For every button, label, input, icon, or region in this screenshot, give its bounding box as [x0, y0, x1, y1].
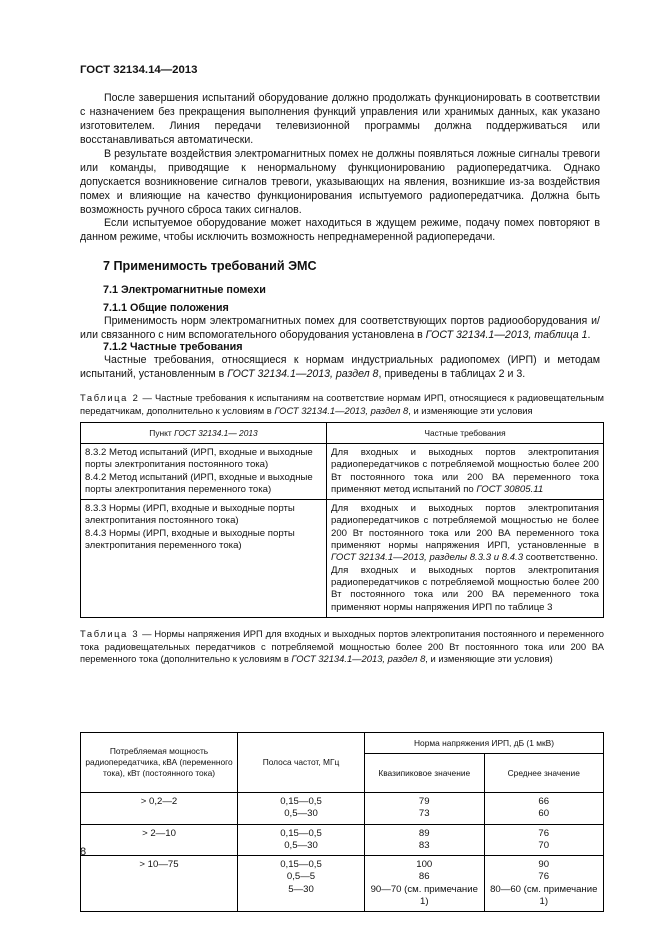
table-cell-quasipeak: 79 73	[365, 793, 485, 825]
table-cell-power: > 0,2—2	[81, 793, 238, 825]
paragraph-after-tests: После завершения испытаний оборудование должно продолжать функционировать в соответствии с назначением без прекращения выполнения функций управления или хранимых данных, как указано изготовителем. Линия передачи телевизионной программы должна поддерживаться или восстанавливаться автоматически.	[80, 92, 600, 146]
section-7-1-1-text: Применимость норм электромагнитных помех для соответствующих портов радиооборудования и/или связанного с ним вспомогательного оборудования установлена в ГОСТ 32134.1—2013, таблица 1.	[80, 315, 600, 341]
paragraph-standby-mode: Если испытуемое оборудование может находиться в ждущем режиме, подачу помех повторяют в данном режиме, чтобы исключить возможность непреднамеренной радиопередачи.	[80, 217, 600, 243]
table-3-col-average: Среднее значение	[484, 754, 604, 793]
reference-gost-table-1: ГОСТ 32134.1—2013, таблица 1	[425, 328, 588, 341]
section-7-1-2-text: Частные требования, относящиеся к нормам индустриальных радиопомех (ИРП) и методам испытаний, установленным в ГОСТ 32134.1—2013, раздел 8, приведены в таблицах 2 и 3.	[80, 354, 600, 380]
section-7-1-1-heading: 7.1.1 Общие положения	[103, 302, 229, 314]
section-7-heading: 7 Применимость требований ЭМС	[103, 259, 317, 273]
reference-gost-section-8: ГОСТ 32134.1—2013, раздел 8	[227, 367, 379, 380]
table-cell-power: > 10—75	[81, 856, 238, 912]
table-3-col-power: Потребляемая мощность радиопередатчика, кВА (переменного тока), кВт (постоянного тока)	[81, 733, 238, 793]
section-7-1-heading: 7.1 Электромагнитные помехи	[103, 284, 266, 296]
table-row	[81, 500, 604, 618]
table-cell-power: > 2—10	[81, 824, 238, 856]
table-2-col-requirements: Частные требования	[327, 423, 604, 444]
table-3-caption: Таблица 3 — Нормы напряжения ИРП для входных и выходных портов электропитания постоянного и переменного тока радиовещательных передатчиков с потребляемой мощностью более 200 Вт постоянного тока или 200 ВА переменного тока (дополнительно к условиям в ГОСТ 32134.1—2013, раздел 8, и изменяющие эти условия)	[80, 628, 604, 664]
table-cell-average: 90 76 80—60 (см. примечание 1)	[484, 856, 604, 912]
table-cell-requirement: Для входных и выходных портов электропитания радиопередатчиков с потребляемой мощностью более 200 Вт постоянного тока или 200 ВА переменного тока применяют метод испытаний по ГОСТ 30805.11	[327, 444, 604, 500]
table-cell-average: 76 70	[484, 824, 604, 856]
table-cell-band: 0,15—0,5 0,5—5 5—30	[238, 856, 365, 912]
table-cell-band: 0,15—0,5 0,5—30	[238, 824, 365, 856]
table-header-row	[81, 733, 604, 754]
table-row	[81, 793, 604, 825]
table-2-caption: Таблица 2 — Частные требования к испытаниям на соответствие нормам ИРП, относящиеся к радиовещательным передатчикам, дополнительно к условиям в ГОСТ 32134.1—2013, раздел 8, и изменяющие эти условия	[80, 392, 604, 416]
table-header-row	[81, 423, 604, 444]
table-3	[80, 732, 604, 912]
table-3-col-quasipeak: Квазипиковое значение	[365, 754, 485, 793]
table-2-col-clause: Пункт ГОСТ 32134.1— 2013	[81, 423, 327, 444]
table-row	[81, 856, 604, 912]
table-cell-quasipeak: 100 86 90—70 (см. примечание 1)	[365, 856, 485, 912]
document-code-header: ГОСТ 32134.14—2013	[80, 64, 198, 76]
table-cell-band: 0,15—0,5 0,5—30	[238, 793, 365, 825]
table-3-label: Таблица 3	[80, 628, 140, 639]
table-row	[81, 444, 604, 500]
table-cell-clause: 8.3.2 Метод испытаний (ИРП, входные и выходные порты электропитания постоянного тока) 8.4.2 Метод испытаний (ИРП, входные и выходные порты электропитания переменного тока)	[81, 444, 327, 500]
table-cell-clause: 8.3.3 Нормы (ИРП, входные и выходные порты электропитания постоянного тока) 8.4.3 Нормы (ИРП, входные и выходные порты электропитания переменного тока)	[81, 500, 327, 618]
table-cell-requirement: Для входных и выходных портов электропитания радиопередатчиков с потребляемой мощностью не более 200 Вт постоянного тока или 200 ВА переменного тока применяют нормы напряжения ИРП, установленные в ГОСТ 32134.1—2013, разделы 8.3.3 и 8.4.3 соответственно. Для входных и выходных портов электропитания радиопередатчиков с потребляемой мощностью более 200 Вт постоянного тока или 200 ВА переменного тока применяют нормы напряжения ИРП по таблице 3	[327, 500, 604, 618]
page-number: 8	[80, 846, 87, 858]
table-3-col-norm: Норма напряжения ИРП, дБ (1 мкВ)	[365, 733, 604, 754]
table-2-label: Таблица 2	[80, 392, 140, 403]
table-cell-quasipeak: 89 83	[365, 824, 485, 856]
table-row	[81, 824, 604, 856]
paragraph-false-alarms: В результате воздействия электромагнитных помех не должны появляться ложные сигналы тревоги или команды, приводящие к ненормальному функционированию радиопередатчика. Однако допускается возникновение сигналов тревоги, указывающих на явления, возникшие из-за воздействия помех и влияющие на качество функционирования испытуемого радиопередатчика. Должна быть возможность ручного сброса таких сигналов.	[80, 148, 600, 216]
table-3-col-band: Полоса частот, МГц	[238, 733, 365, 793]
table-cell-average: 66 60	[484, 793, 604, 825]
section-7-1-2-heading: 7.1.2 Частные требования	[103, 341, 243, 353]
table-2	[80, 422, 604, 618]
